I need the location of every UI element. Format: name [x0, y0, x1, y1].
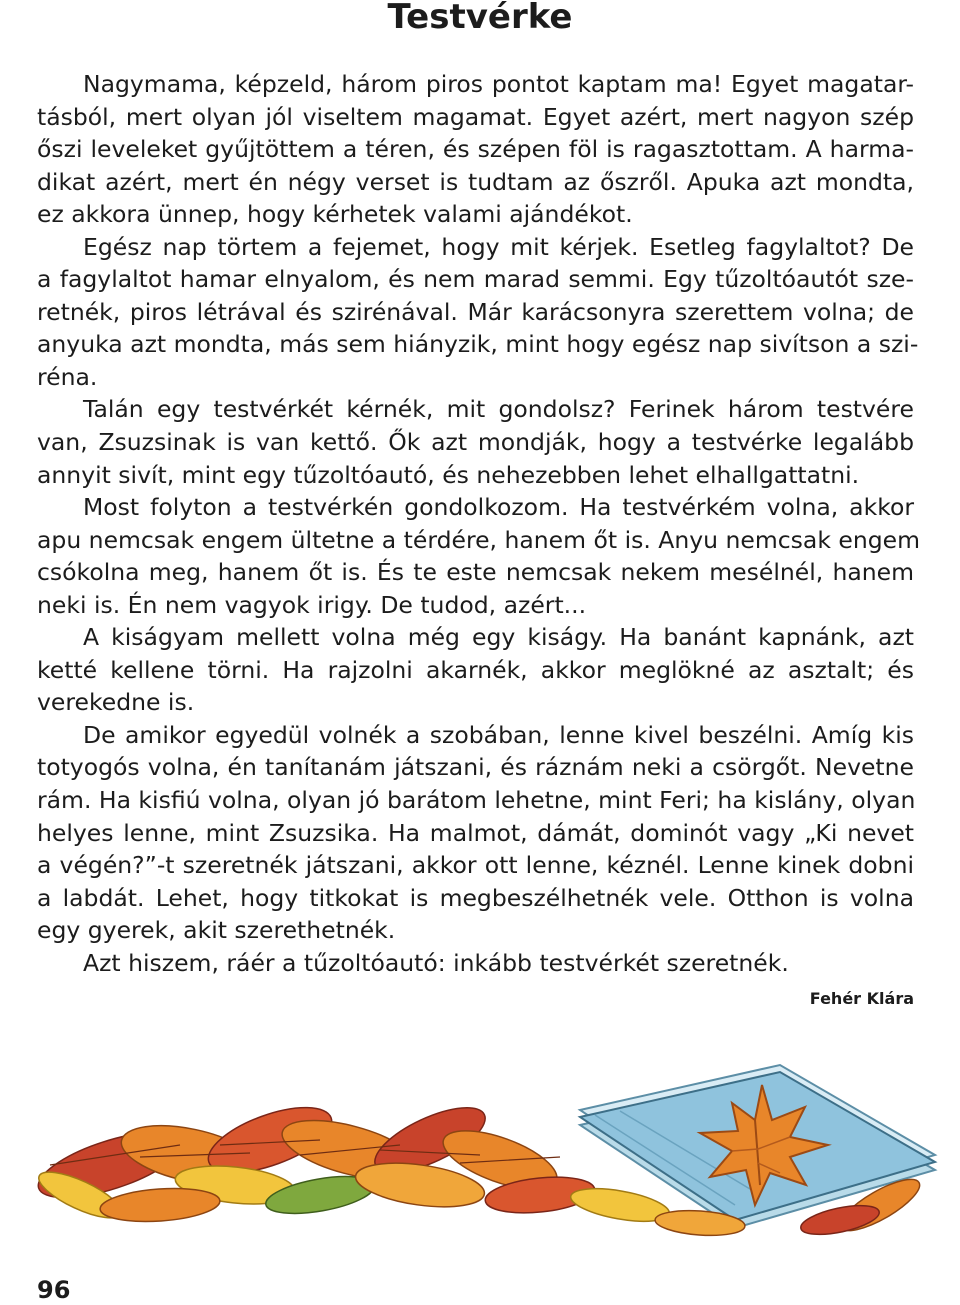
text-line: Talán egy testvérkét kérnék, mit gondolsz? Ferinek három testvére — [83, 395, 914, 424]
text-line: a végén?”-t szeretnék játszani, akkor ott lenne, kéznél. Lenne kinek dobni — [37, 851, 914, 880]
text-line: annyit sivít, mint egy tűzoltóautó, és nehezebben lehet elhallgattatni. — [37, 460, 860, 489]
text-line: dikat azért, mert én négy verset is tudtam az őszről. Apuka azt mondta, — [37, 167, 914, 196]
text-line: ez akkora ünnep, hogy kérhetek valami ajándékot. — [37, 200, 633, 229]
story-text — [37, 68, 921, 979]
text-line: csókolna meg, hanem őt is. És te este nemcsak nekem mesélnél, hanem — [37, 558, 914, 587]
page-number: 96 — [37, 1276, 71, 1304]
text-line: ketté kellene törni. Ha rajzolni akarnék, akkor meglökné az asztalt; és — [37, 655, 914, 684]
text-line: Nagymama, képzeld, három piros pontot kaptam ma! Egyet magatar- — [83, 70, 914, 98]
page-title: Testvérke — [387, 0, 573, 37]
text-line: Most folyton a testvérkén gondolkozom. Ha testvérkém volna, akkor — [83, 493, 914, 522]
text-line: tásból, mert olyan jól viseltem magamat. Egyet azért, mert nagyon szép — [37, 102, 914, 131]
text-line: apu nemcsak engem ültetne a térdére, hanem őt is. Anyu nemcsak engem — [37, 525, 921, 554]
text-line: retnék, piros létrával és szirénával. Már karácsonyra szerettem volna; de — [37, 297, 914, 326]
text-line: őszi leveleket gyűjtöttem a téren, és szépen föl is ragasztottam. A harma- — [37, 135, 914, 164]
text-line: egy gyerek, akit szerethetnék. — [37, 916, 396, 945]
text-line: neki is. Én nem vagyok irigy. De tudod, azért... — [37, 590, 587, 619]
autumn-leaves-illustration — [20, 1045, 950, 1245]
text-line: rám. Ha kisfiú volna, olyan jó barátom lehetne, mint Feri; ha kislány, olyan — [37, 786, 916, 815]
text-line: helyes lenne, mint Zsuzsika. Ha malmot, dámát, dominót vagy „Ki nevet — [37, 818, 914, 847]
text-line: verekedne is. — [37, 688, 195, 717]
text-line: De amikor egyedül volnék a szobában, lenne kivel beszélni. Amíg kis — [83, 720, 914, 749]
text-line: van, Zsuzsinak is van kettő. Ők azt mondják, hogy a testvérke legalább — [37, 428, 914, 457]
author-name: Fehér Klára — [809, 989, 914, 1008]
text-line: Azt hiszem, ráér a tűzoltóautó: inkább testvérkét szeretnék. — [83, 948, 789, 977]
text-line: anyuka azt mondta, más sem hiányzik, mint hogy egész nap sivítson a szi- — [37, 330, 919, 359]
text-line: totyogós volna, én tanítanám játszani, és ráznám neki a csörgőt. Nevetne — [37, 753, 914, 782]
text-line: A kiságyam mellett volna még egy kiságy. Ha banánt kapnánk, azt — [83, 623, 914, 652]
text-line: a fagylaltot hamar elnyalom, és nem marad semmi. Egy tűzoltóautót sze- — [37, 265, 914, 294]
text-line: a labdát. Lehet, hogy titkokat is megbeszélhetnék vele. Otthon is volna — [37, 883, 914, 912]
text-line: réna. — [37, 362, 98, 391]
text-line: Egész nap törtem a fejemet, hogy mit kérjek. Esetleg fagylaltot? De — [83, 232, 914, 261]
